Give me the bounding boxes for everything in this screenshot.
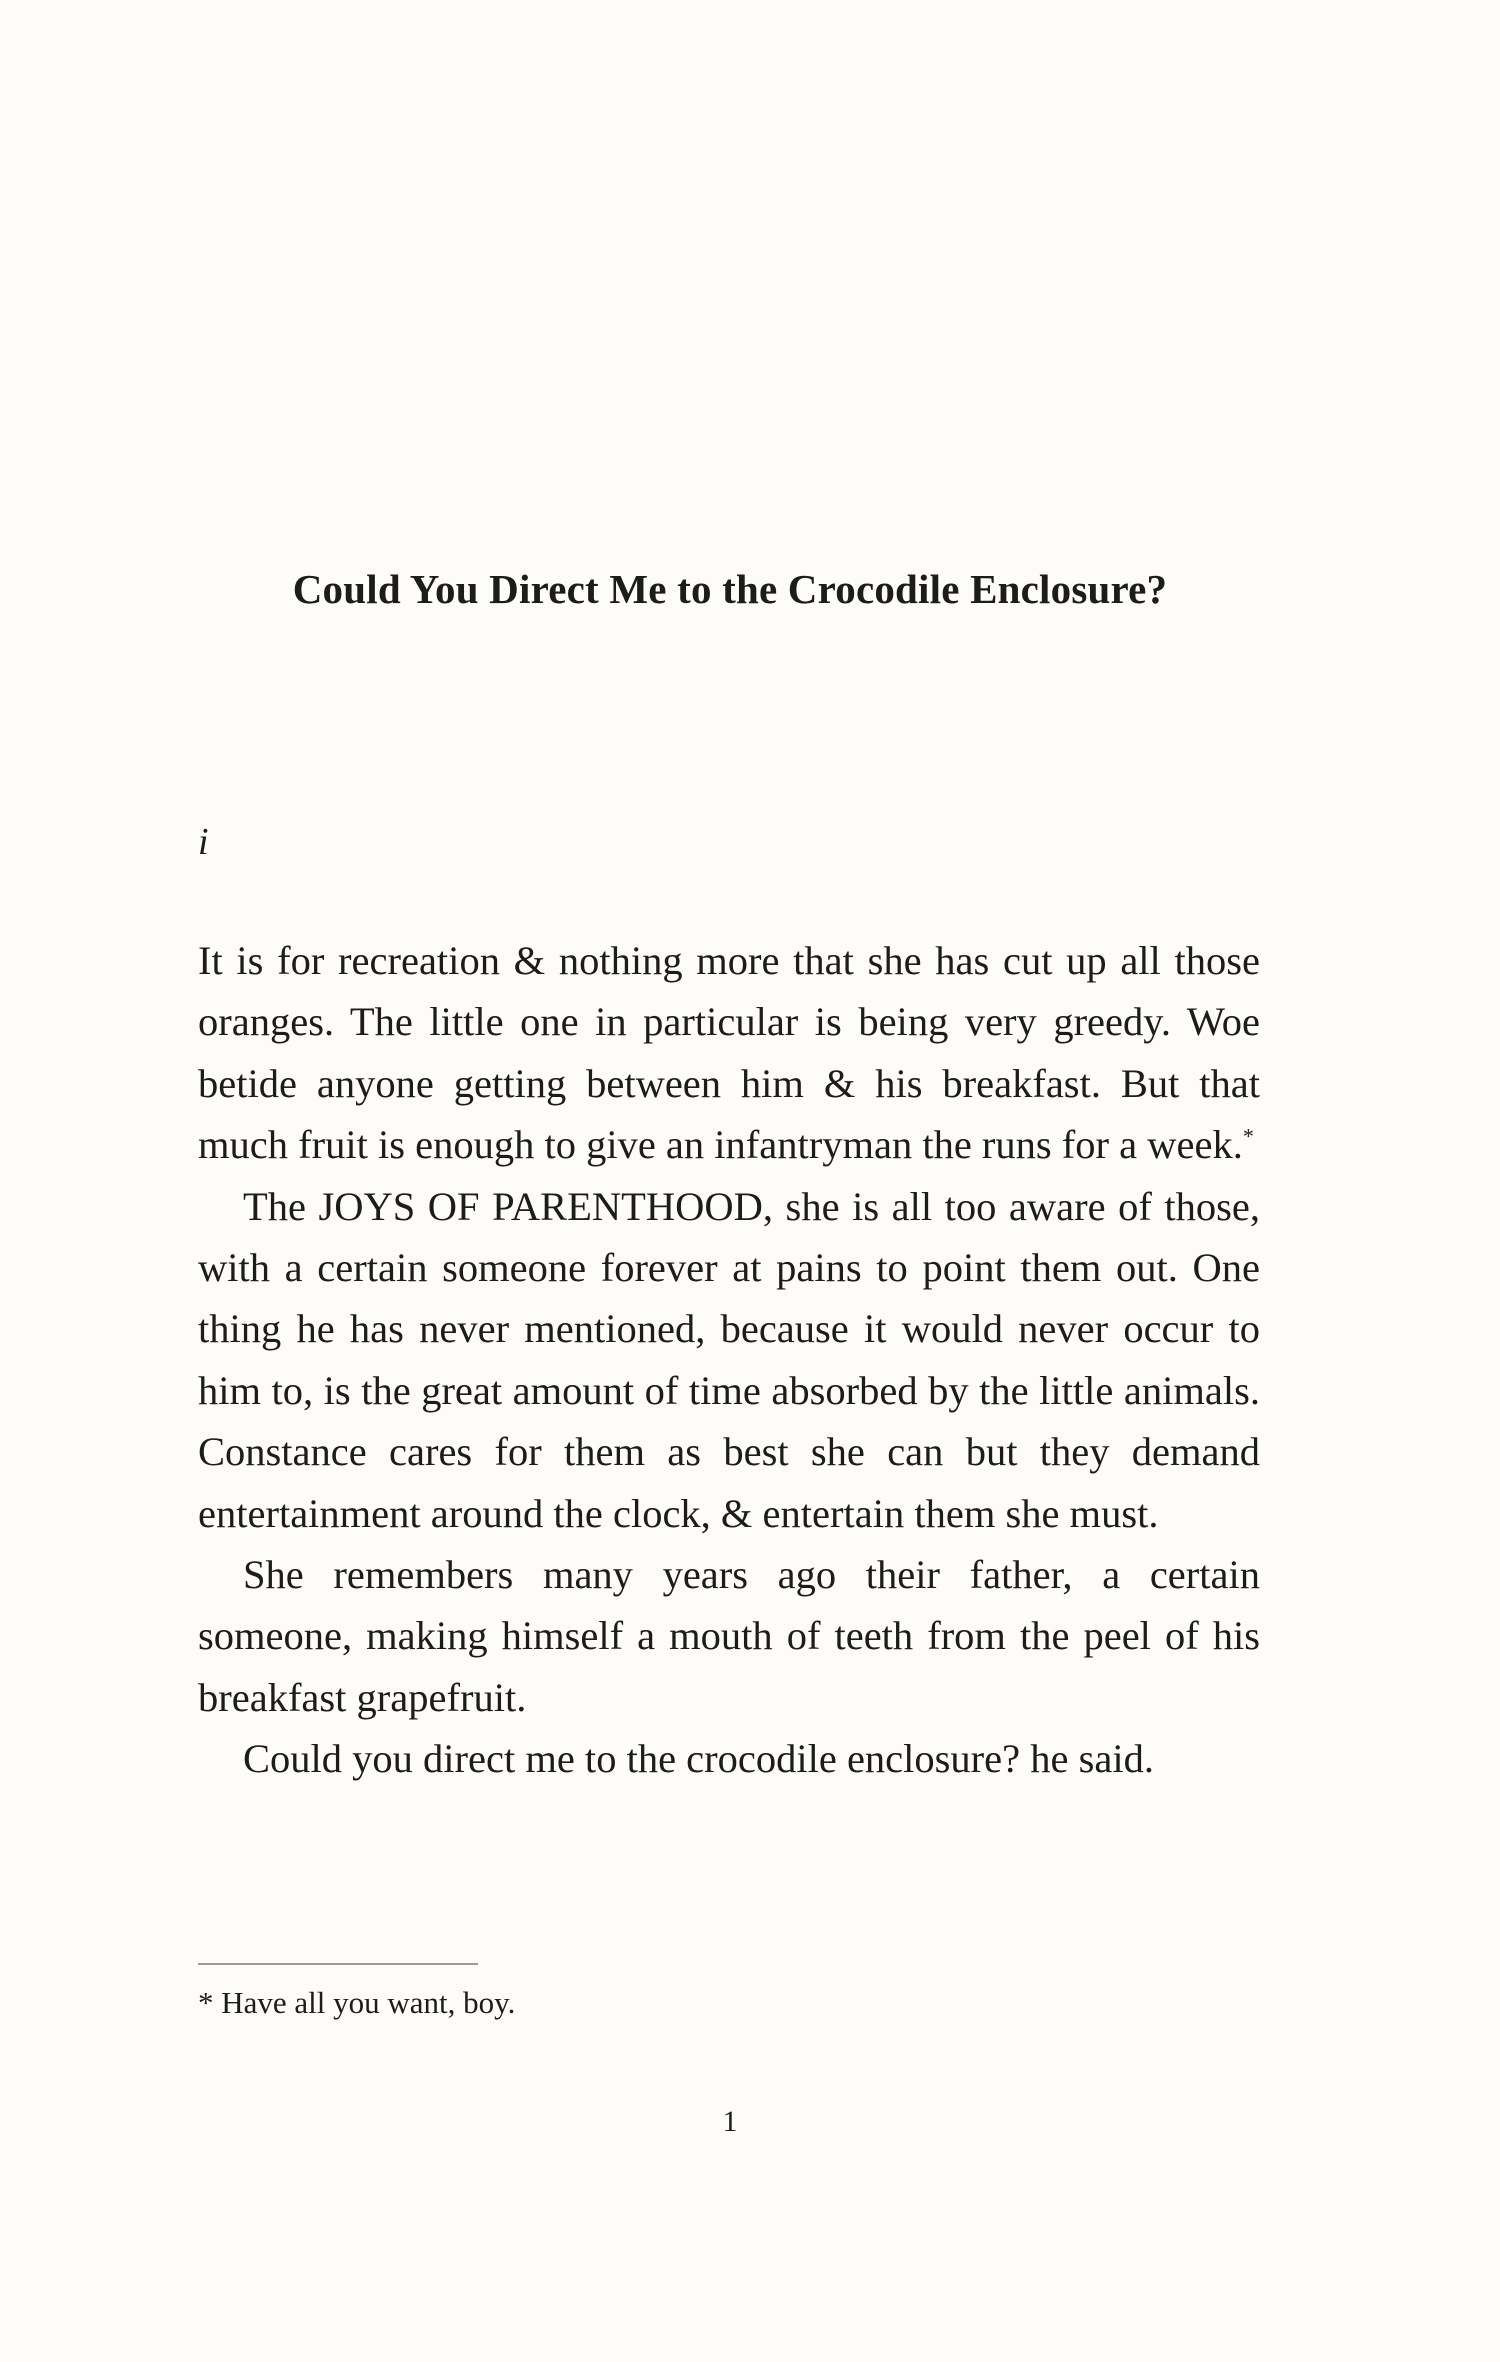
footnote: * Have all you want, boy. <box>198 1985 516 2020</box>
paragraph-2: The JOYS OF PARENTHOOD, she is all too aware of those, with a certain someone forever at pains to point them out. One thing he has never mentioned, because it would never occur to him to, is the great amount of time absorbed by the little animals. Constance cares for them as best she can but they demand entertainment around the clock, & entertain them she must. <box>198 1183 1260 1536</box>
paragraph-4: Could you direct me to the crocodile enclosure? he said. <box>243 1736 1154 1782</box>
page-number: 1 <box>722 2105 738 2138</box>
chapter-title: Could You Direct Me to the Crocodile Enclosure? <box>292 566 1168 612</box>
body-text <box>198 930 1260 1790</box>
section-mark: i <box>198 821 209 863</box>
paragraph-3: She remembers many years ago their father, a certain someone, making himself a mouth of teeth from the peel of his breakfast grapefruit. <box>198 1552 1260 1720</box>
footnote-reference: * <box>1242 1123 1254 1149</box>
paragraph-1-text: It is for recreation & nothing more that she has cut up all those oranges. The little one in particular is being very greedy. Woe betide anyone getting between him & his breakfast. But that much fruit is enough to give an infantryman the runs for a week. <box>198 938 1260 1168</box>
paragraph-1 <box>198 930 1260 1176</box>
footnote-divider <box>198 1963 478 1965</box>
